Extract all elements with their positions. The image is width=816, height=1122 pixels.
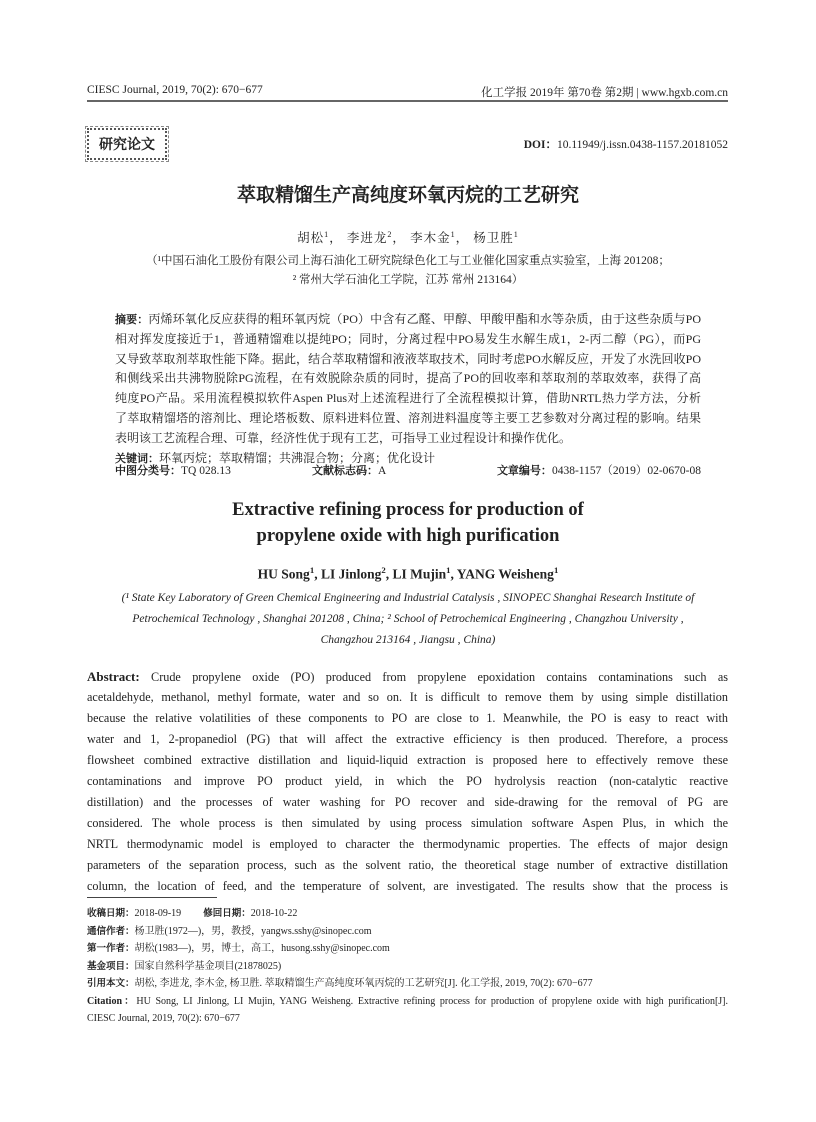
author-sup: 2 [381,565,386,575]
abstract-en-line: parameters of the separation process, such as the solvent ratio, the theoretical stage number of extractive distillation [87,858,728,872]
abstract-cn-label: 摘要： [115,313,149,326]
abstract-en-line: water and 1, 2-propanediol (PG) that will affect the extractive efficiency is then produced. Therefore, a process [87,732,728,746]
title-en-line: Extractive refining process for production of [232,500,584,520]
citation-cn [87,975,728,993]
doi-label: DOI： [523,139,557,151]
footnotes [87,905,728,1028]
label: 中图分类号： [115,464,181,477]
abstract-cn [115,310,701,468]
abstract-en-line: because the relative volatilities of these components to PO are close to 1. Meanwhile, the PO is easy to react with [87,711,728,725]
label: 引用本文： [87,978,135,989]
abstract-cn-line: 相对挥发度接近于1，普通精馏难以提纯PO；同时，分离过程中PO易发生水解生成1，2-丙二醇（PG），而PG [115,331,701,346]
author-sup: 1 [324,229,330,239]
author-sup: 1 [513,229,519,239]
affiliation-en-line: (¹ State Key Laboratory of Green Chemical Engineering and Industrial Catalysis , SINOPEC Shanghai Research Institute of [121,592,695,604]
value: 胡松, 李进龙, 李木金, 杨卫胜. 萃取精馏生产高纯度环氧丙烷的工艺研究[J]. 化工学报, 2019, 70(2): 670−677 [134,978,593,989]
abstract-cn-line: 了萃取精馏塔的溶剂比、理论塔板数、原料进料位置、溶剂进料温度等主要工艺参数对分离过程的影响。结果 [115,410,701,425]
author-sup: 2 [387,229,393,239]
abstract-cn-line: 表明该工艺流程合理、可靠，经济性优于现有工艺，可指导工业过程设计和操作优化。 [115,430,572,445]
doi-value[interactable]: 10.11949/j.issn.0438-1157.20181052 [556,139,728,151]
running-header-right: 化工学报 2019年 第70卷 第2期 | www.hgxb.com.cn [481,87,728,99]
authors-en: HU Song$^1$, LI Jinlong$^2$, LI Mujin$^1$, YANG Weisheng$^1$ [257,565,559,582]
text: 丙烯环氧化反应获得的粗环氧丙烷（PO）中含有乙醛、甲醇、甲酸甲酯和水等杂质，由于这些杂质与PO [148,312,701,326]
value: A [378,465,387,477]
author-sup: 1 [553,565,559,575]
label: 修回日期： [203,908,251,919]
abstract-en-line: contaminations and improve PO product yield, in which the PO hydrolysis reaction (non-catalytic reactive [87,774,728,788]
article-number [497,462,701,478]
label: 收稿日期： [87,908,135,919]
author-sup: 1 [450,229,456,239]
affiliations-en [0,588,816,651]
doi[interactable] [524,136,728,152]
keywords-value: 环氧丙烷；萃取精馏；共沸混合物；分离；优化设计 [159,450,436,465]
document-code [312,462,386,478]
title-cn: 萃取精馏生产高纯度环氧丙烷的工艺研究 [236,184,579,206]
author-sup: 1 [446,565,451,575]
corresponding-author [87,923,728,941]
abstract-cn-line [115,310,701,330]
title-en-line: propylene oxide with high purification [256,526,560,546]
section-tag: 研究论文 [87,128,167,160]
running-header-left: CIESC Journal, 2019, 70(2): 670−677 [87,84,263,96]
funding [87,958,728,976]
author: YANG Weisheng [456,566,554,582]
title-en [0,497,816,549]
abstract-en-line: distillation) and the processes of water washing for PO recover and side-drawing for the removal of PG are [87,795,728,809]
label: 文献标志码： [312,464,378,477]
author: 胡松 [297,231,325,245]
value: 0438-1157（2019）02-0670-08 [551,465,701,477]
label: 文章编号： [496,464,552,477]
dates [87,905,728,923]
citation-en [87,993,728,1011]
value: TQ 028.13 [181,465,231,477]
first-author [87,940,728,958]
author: LI Mujin [392,566,447,582]
abstract-en [87,666,728,897]
affiliation-cn: ² 常州大学石油化工学院，江苏 常州 213164） [292,274,524,286]
label: 第一作者： [87,943,135,954]
value: 2018-10-22 [250,908,298,919]
citation-en-cont: CIESC Journal, 2019, 70(2): 670−677 [87,1013,240,1024]
author: 李木金 [410,231,451,245]
text: Crude propylene oxide (PO) produced from propylene epoxidation contains contaminations such as [139,670,728,684]
label: 基金项目： [87,960,135,972]
affiliation-en-line: Changzhou 213164 , Jiangsu , China) [320,634,496,646]
abstract-en-line: NRTL thermodynamic model is employed to character the thermodynamic properties. The effects of major design [87,837,728,851]
abstract-en-line: column, the location of feed, and the temperature of solvent, are investigated. The results show that the process is [87,879,728,893]
abstract-cn-line: 纯度PO产品。采用流程模拟软件Aspen Plus对上述流程进行了全流程模拟计算，借助NRTL热力学方法，分析 [115,391,701,406]
value: 胡松(1983—)，男，博士，高工，husong.sshy@sinopec.com [134,943,390,954]
author: LI Jinlong [320,566,382,582]
abstract-en-line: acetaldehyde, methanol, methyl formate, water and so on. It is difficult to remove them by using simple distillation [87,690,728,704]
value: 杨卫胜(1972—)，男，教授，yangws.sshy@sinopec.com [134,925,372,937]
footnote-rule [87,897,217,898]
affiliation-cn: （¹中国石油化工股份有限公司上海石油化工研究院绿色化工与工业催化国家重点实验室，上海 201208； [146,255,670,267]
value: HU Song, LI Jinlong, LI Mujin, YANG Weisheng. Extractive refining process for production of propylene oxide with high purification[J]. [136,995,729,1007]
header-rule [87,100,728,102]
value: 2018-09-19 [134,908,182,919]
authors-cn: 胡松$^1$， 李进龙$^2$， 李木金$^1$， 杨卫胜$^1$ [297,229,519,245]
affiliation-en-line: Petrochemical Technology , Shanghai 201208 , China; ² School of Petrochemical Engineering , Changzhou University , [132,613,684,625]
abstract-en-line: flowsheet combined extractive distillation and liquid-liquid extraction is proposed here to effectively remove these [87,753,728,767]
keywords-label: 关键词： [115,451,159,465]
abstract-en-line: considered. The whole process is then simulated by using process simulation software Aspen Plus, in which the [87,816,728,830]
author-sup: 1 [309,565,315,575]
abstract-cn-line: 又导致萃取剂萃取性能下降。据此，结合萃取精馏和液液萃取技术，同时考虑PO水解反应，开发了水洗回收PO [115,351,701,366]
label: Citation： [87,995,137,1007]
author: 杨卫胜 [473,231,514,245]
abstract-en-line [87,666,728,687]
label: 通信作者： [87,925,135,937]
clc-number [115,462,231,478]
abstract-en-label: Abstract: [87,669,140,684]
value: 国家自然科学基金项目(21878025) [134,960,282,972]
author: HU Song [257,566,310,582]
author: 李进龙 [346,231,388,245]
abstract-cn-line: 和侧线采出共沸物脱除PG流程，在有效脱除杂质的同时，提高了PO的回收率和萃取剂的萃取效率，获得了高 [115,371,701,386]
